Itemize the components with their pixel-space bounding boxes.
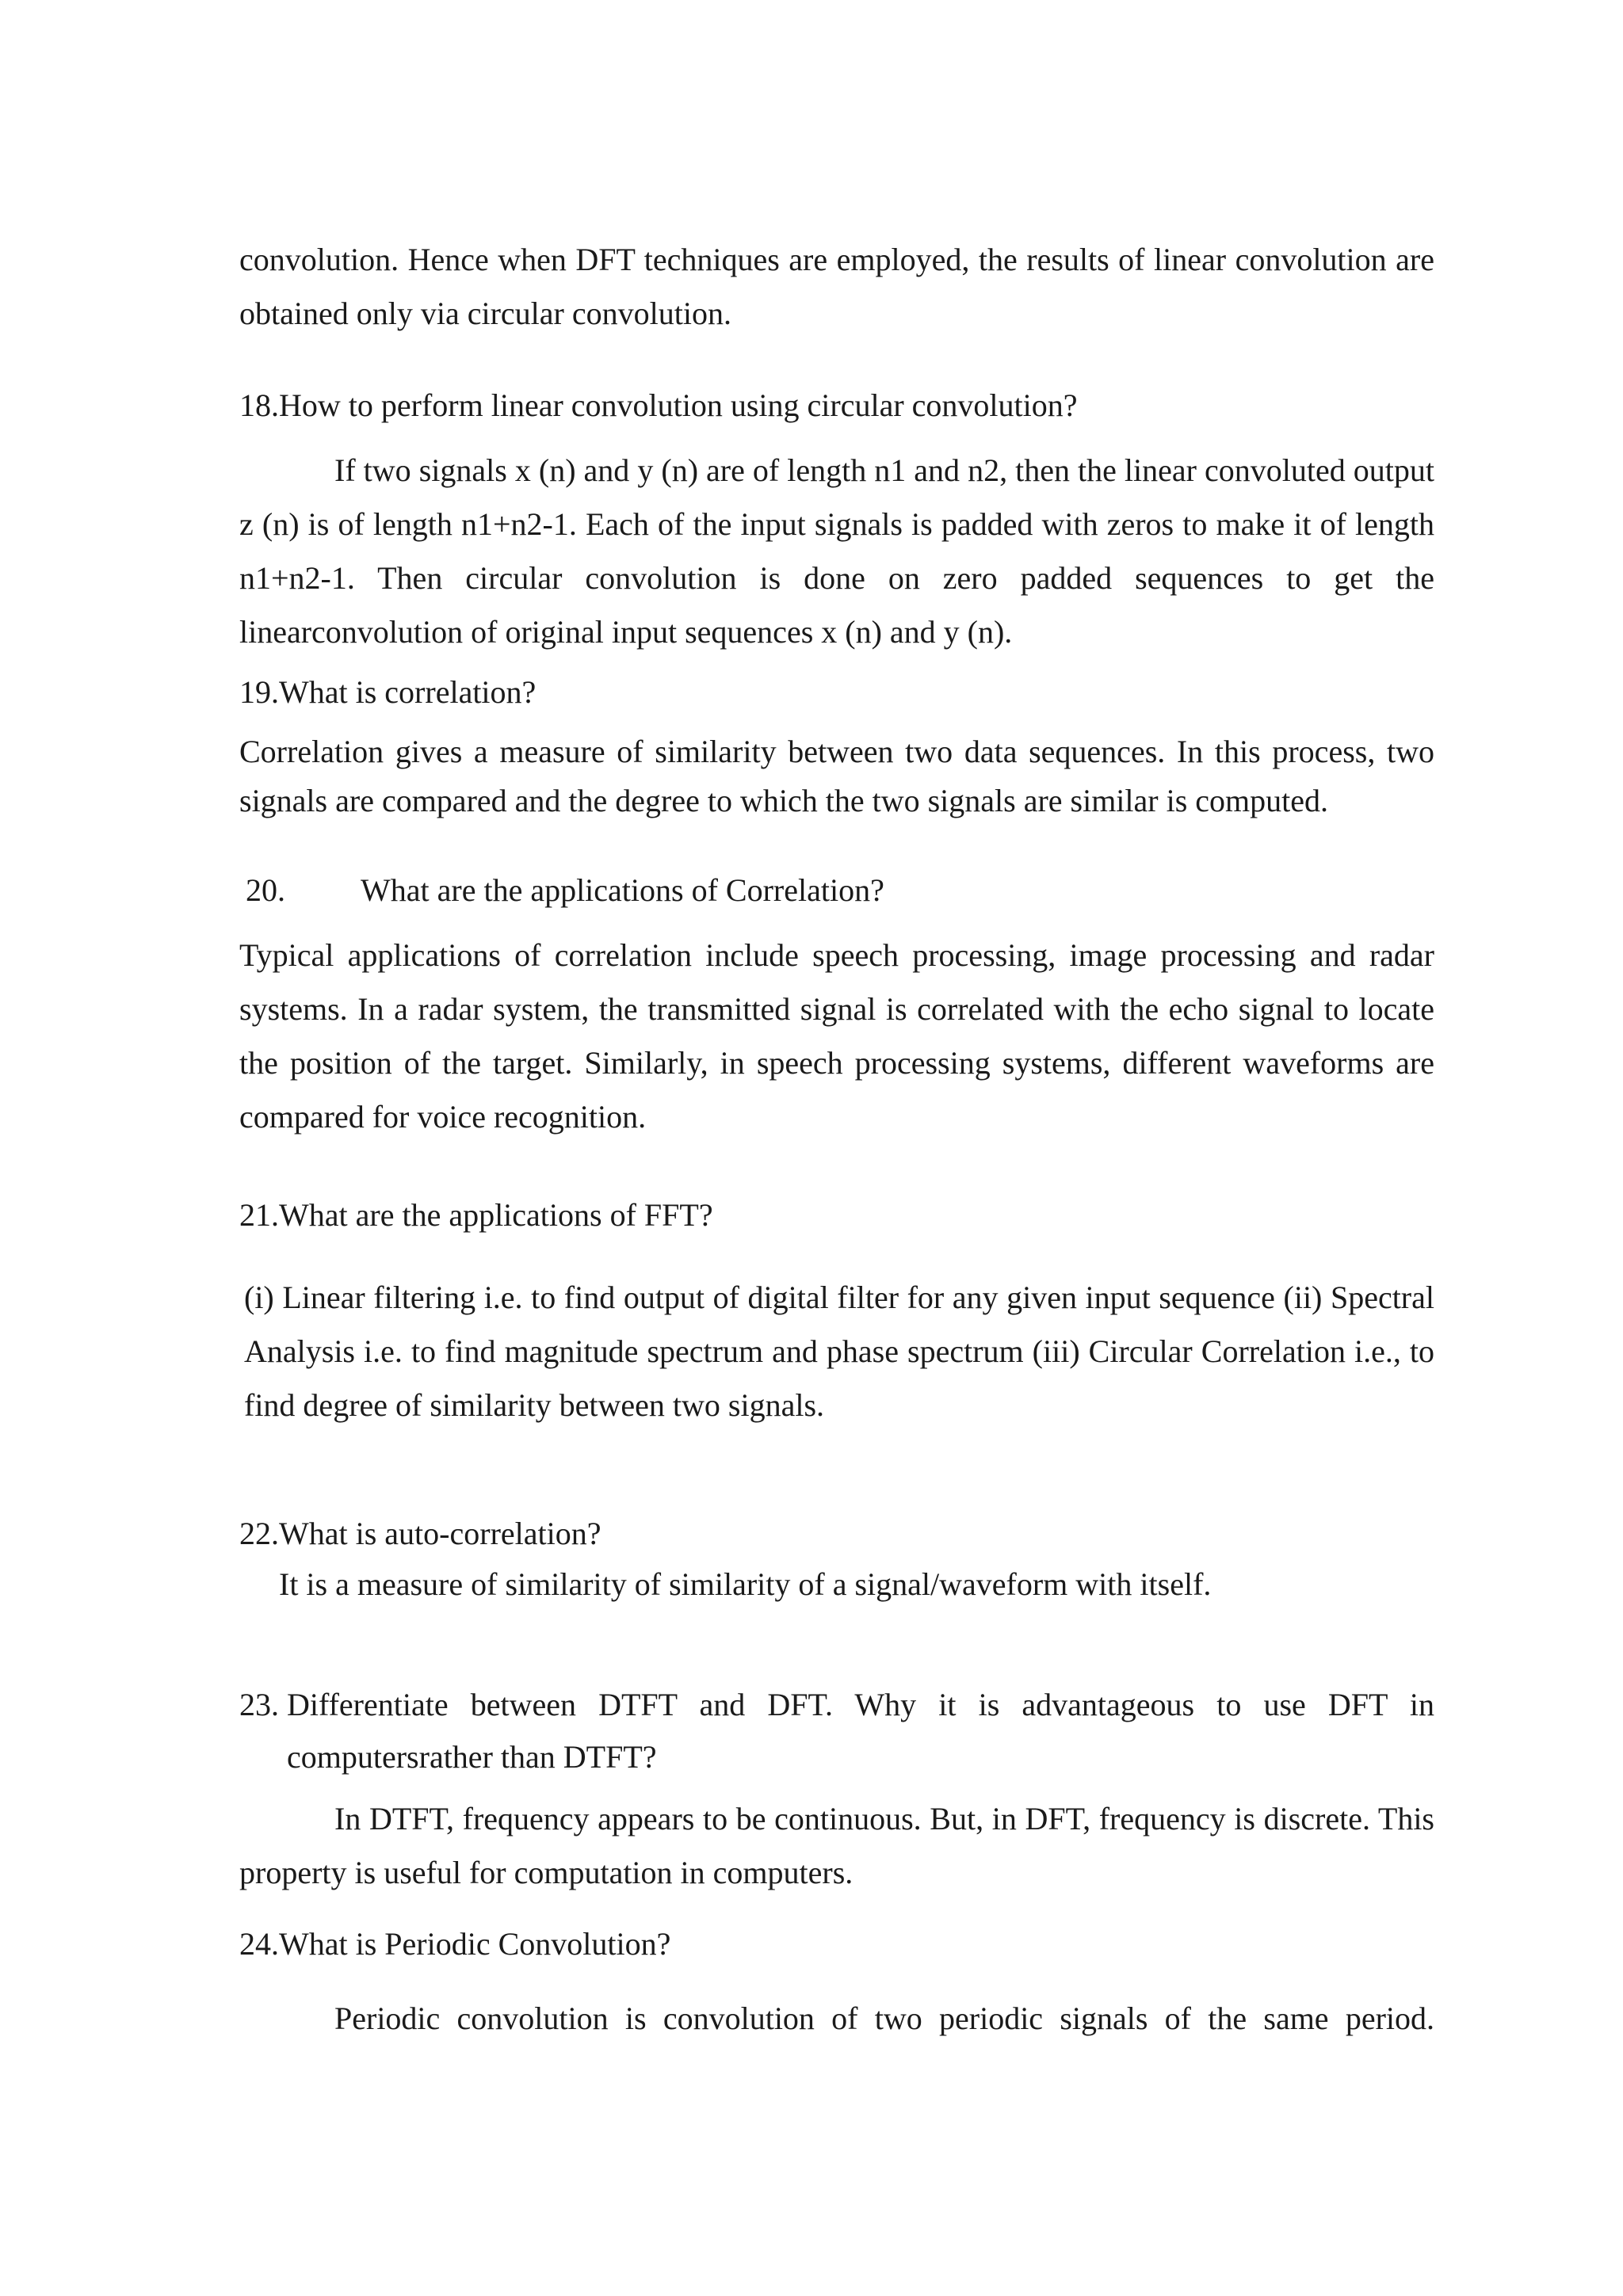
answer-18-paragraph: If two signals x (n) and y (n) are of length n1 and n2, then the linear convoluted output z (n) is of length n1+n2-1. Each of the input signals is padded with zeros to make it of length n1+n2-1. Then circular convolution is done on zero padded sequences to get the linearconvolution of original input sequences x (n) and y (n). xyxy=(239,452,1434,650)
question-number-22: 22. xyxy=(239,1516,279,1551)
question-23-heading-line1: Differentiate between DTFT and DFT. Why it is advantageous to use DFT in xyxy=(287,1687,1434,1722)
question-20-heading: What are the applications of Correlation? xyxy=(361,872,884,908)
question-number-24: 24. xyxy=(239,1926,279,1962)
intro-paragraph: convolution. Hence when DFT techniques are employed, the results of linear convolution are obtained only via circular convolution. xyxy=(239,242,1434,331)
answer-19-paragraph: Correlation gives a measure of similarity between two data sequences. In this process, two signals are compared and the degree to which the two signals are similar is computed. xyxy=(239,734,1434,818)
question-number-21: 21. xyxy=(239,1197,279,1233)
question-24-heading: What is Periodic Convolution? xyxy=(279,1926,671,1962)
answer-23-paragraph: In DTFT, frequency appears to be continuous. But, in DFT, frequency is discrete. This property is useful for computation in computers. xyxy=(239,1801,1434,1890)
question-22-heading: What is auto-correlation? xyxy=(279,1516,601,1551)
question-number-20: 20. xyxy=(246,872,285,908)
question-number-18: 18. xyxy=(239,387,279,423)
question-21-heading: What are the applications of FFT? xyxy=(279,1197,713,1233)
question-number-23: 23. xyxy=(239,1687,279,1722)
question-19-heading: What is correlation? xyxy=(279,674,537,710)
question-18-heading: How to perform linear convolution using circular convolution? xyxy=(279,387,1078,423)
question-23-heading-line2: computersrather than DTFT? xyxy=(287,1739,657,1775)
answer-21-paragraph: (i) Linear filtering i.e. to find output of digital filter for any given input sequence (ii) Spectral Analysis i.e. to find magnitude spectrum and phase spectrum (iii) Circular Correlation i.e., to find degree of similarity between two signals. xyxy=(244,1280,1434,1423)
answer-24-paragraph: Periodic convolution is convolution of two periodic signals of the same period. xyxy=(334,2000,1434,2036)
answer-22-paragraph: It is a measure of similarity of similarity of a signal/waveform with itself. xyxy=(279,1566,1212,1602)
answer-20-paragraph: Typical applications of correlation include speech processing, image processing and radar systems. In a radar system, the transmitted signal is correlated with the echo signal to locate the position of the target. Similarly, in speech processing systems, different waveforms are compared for voice recognition. xyxy=(239,937,1434,1135)
question-number-19: 19. xyxy=(239,674,279,710)
